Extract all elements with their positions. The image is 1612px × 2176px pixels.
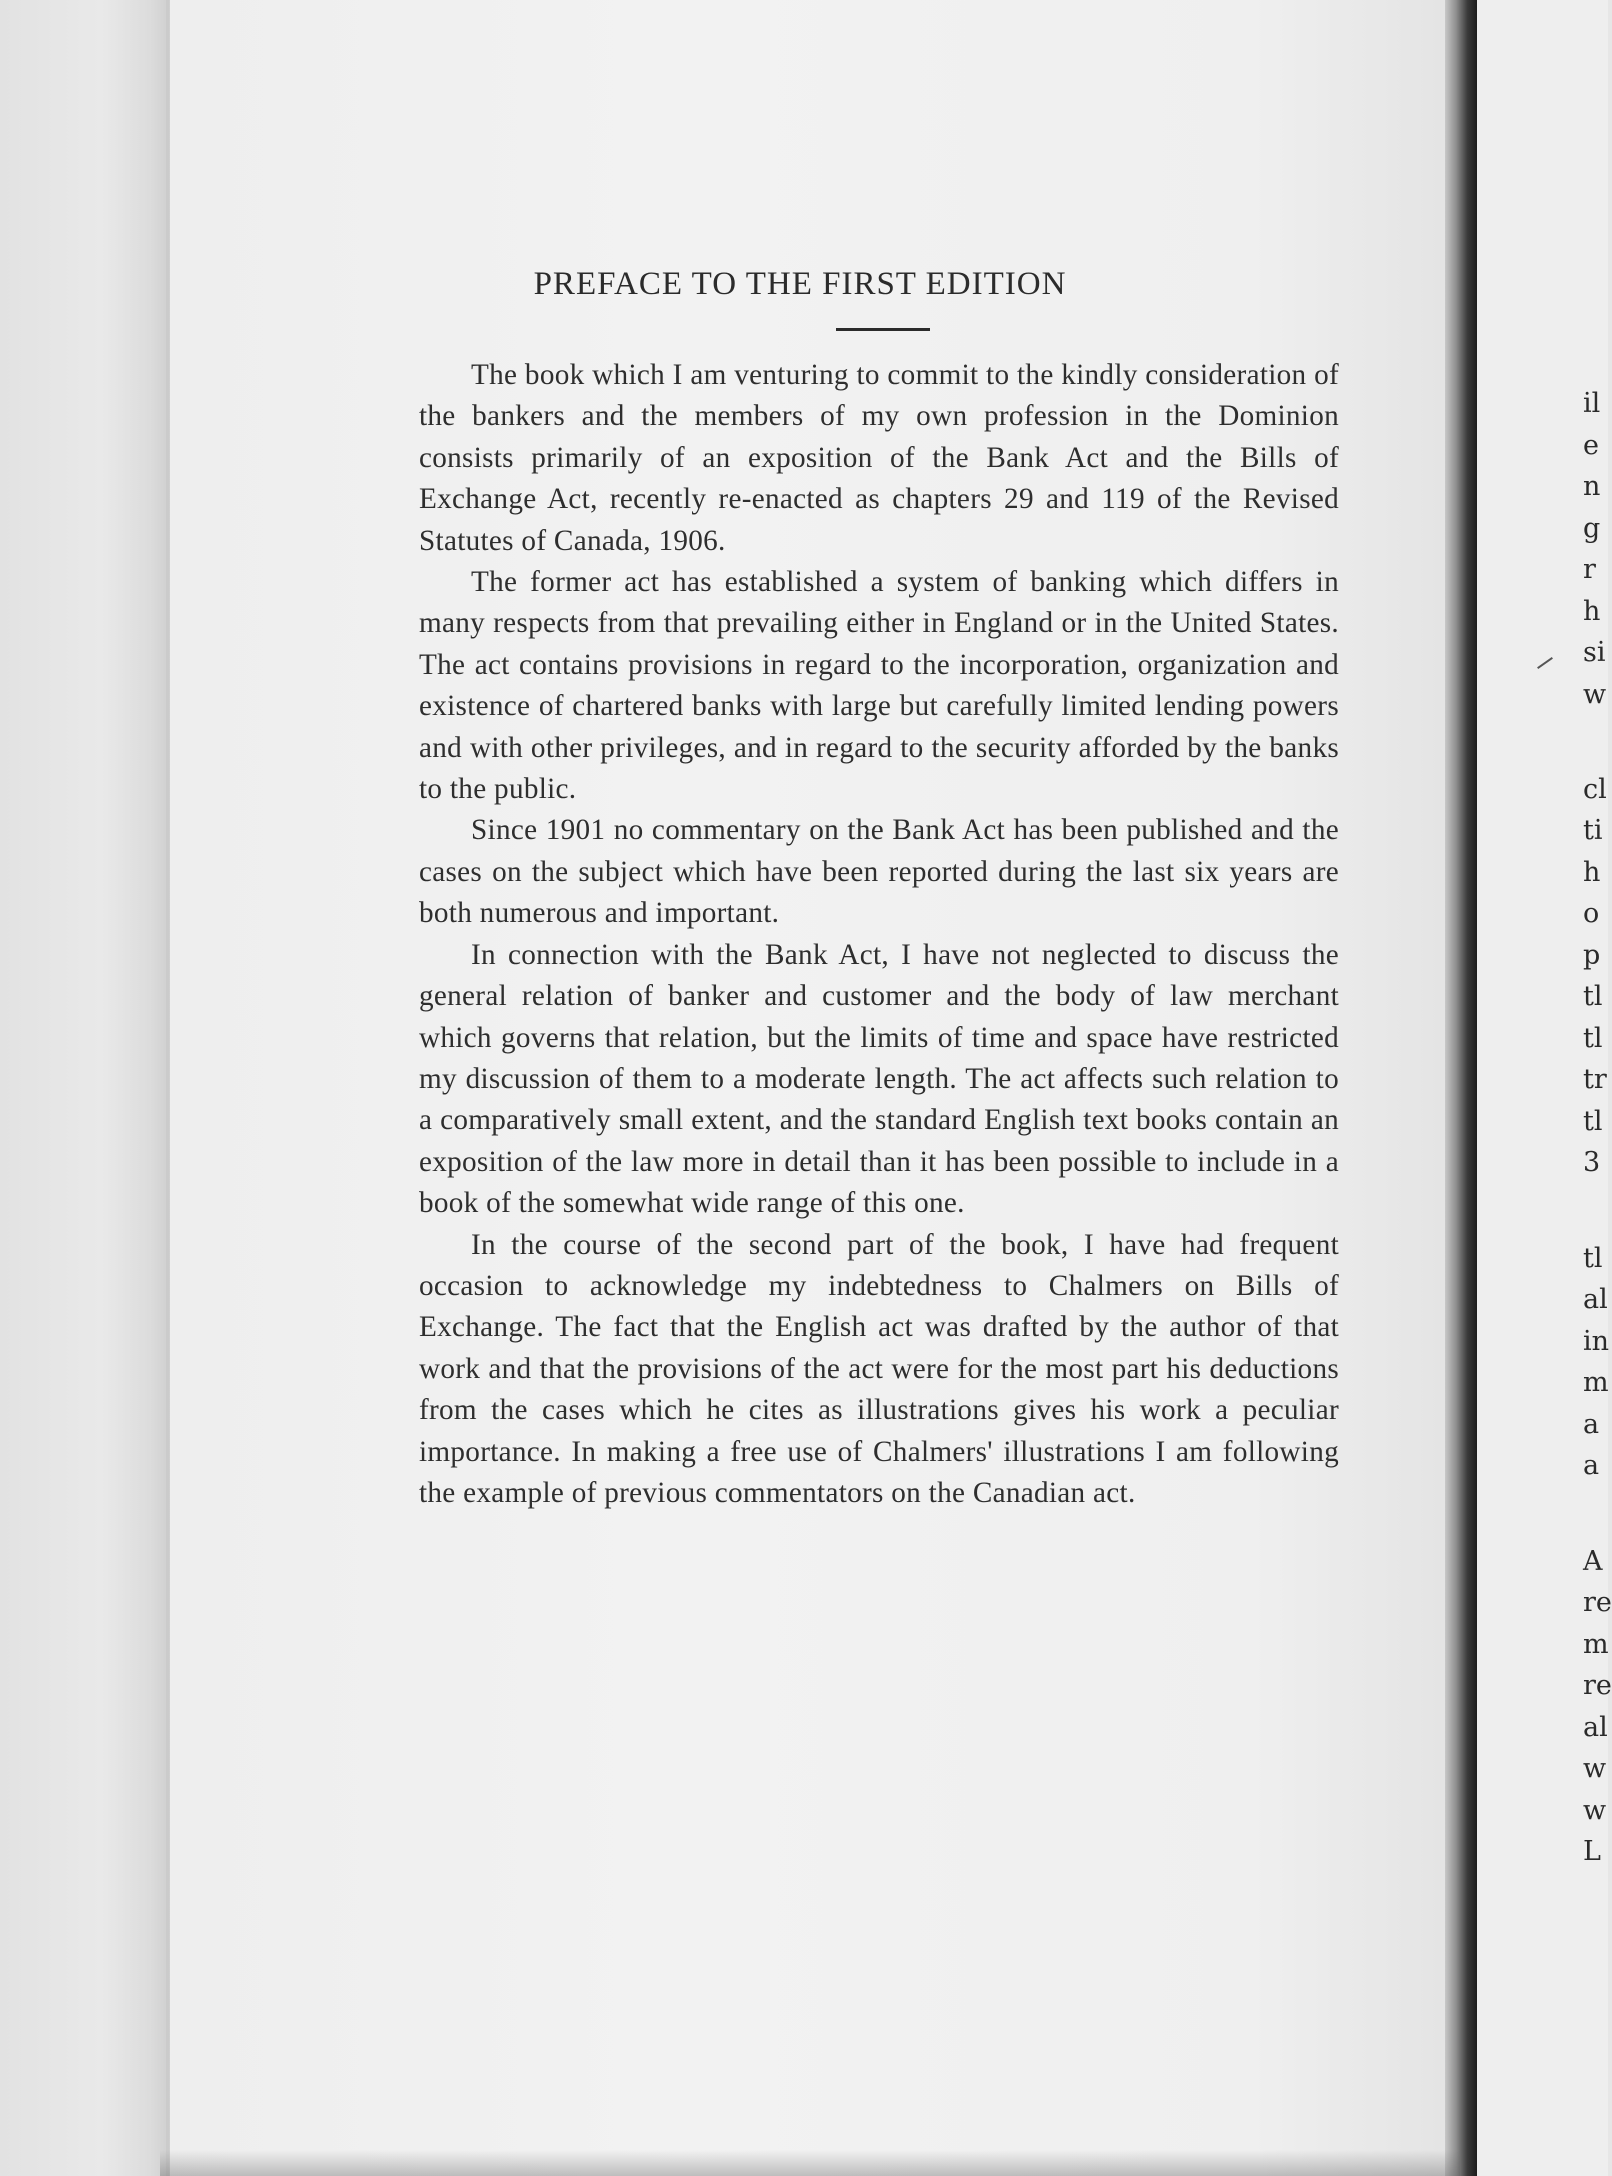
preface-body bbox=[419, 355, 1339, 1514]
facing-fragment: r bbox=[1583, 554, 1596, 585]
facing-fragment: a bbox=[1583, 1450, 1600, 1481]
facing-fragment: e bbox=[1583, 430, 1599, 461]
facing-fragment: a bbox=[1583, 1409, 1600, 1440]
facing-fragment: A bbox=[1583, 1546, 1603, 1577]
facing-fragment: tl bbox=[1583, 981, 1603, 1012]
facing-fragment: p bbox=[1583, 940, 1601, 971]
facing-fragment: L bbox=[1583, 1836, 1601, 1867]
left-margin bbox=[0, 0, 170, 2176]
facing-fragment: g bbox=[1583, 513, 1601, 544]
facing-fragment: al bbox=[1583, 1712, 1608, 1743]
paragraph-2: The former act has established a system of banking which differs in many respects from that prevailing either in England or in the United States. The act contains provisions in regard to the incorporation, organization and existence of chartered banks with large but carefully limited lending powers and with other privileges, and in regard to the security afforded by the banks to the public. bbox=[419, 566, 1339, 806]
facing-fragment: il bbox=[1583, 388, 1601, 419]
facing-fragment: re bbox=[1583, 1587, 1612, 1618]
facing-fragment: m bbox=[1583, 1629, 1609, 1660]
paragraph-4: In connection with the Bank Act, I have not neglected to discuss the general relation of banker and customer and the body of law merchant which governs that relation, but the limits of time and space have restricted my discussion of them to a moderate length. The act affects such relation to a comparatively small extent, and the standard English text books contain an exposition of the law more in detail than it has been possible to include in a book of the somewhat wide range of this one. bbox=[419, 938, 1339, 1220]
facing-fragment: m bbox=[1583, 1367, 1609, 1398]
page-heading: PREFACE TO THE FIRST EDITION bbox=[533, 266, 1067, 302]
facing-fragment: re bbox=[1583, 1670, 1612, 1701]
paragraph-1: The book which I am venturing to commit to the kindly consideration of the bankers and the members of my own profession in the Dominion consists primarily of an exposition of the Bank Act and the Bills of Exchange Act, recently re-enacted as chapters 29 and 119 of the Revised Statutes of Canada, 1906. bbox=[419, 359, 1339, 557]
facing-fragment: n bbox=[1583, 471, 1601, 502]
facing-fragment: tl bbox=[1583, 1243, 1603, 1274]
facing-fragment: h bbox=[1583, 596, 1601, 627]
facing-fragment: ti bbox=[1583, 815, 1603, 846]
page-bottom-shadow bbox=[160, 2150, 1460, 2176]
facing-fragment: 3 bbox=[1583, 1147, 1601, 1178]
facing-fragment: tl bbox=[1583, 1106, 1603, 1137]
page-left-edge bbox=[166, 0, 169, 2176]
heading-rule bbox=[836, 328, 930, 331]
facing-fragment: al bbox=[1583, 1284, 1608, 1315]
facing-fragment: si bbox=[1583, 637, 1606, 668]
facing-fragment: w bbox=[1583, 679, 1607, 710]
facing-fragment: cl bbox=[1583, 774, 1607, 805]
paragraph-3: Since 1901 no commentary on the Bank Act has been published and the cases on the subject which have been reported during the last six years are both numerous and important. bbox=[419, 814, 1339, 930]
facing-fragment: h bbox=[1583, 857, 1601, 888]
facing-fragment: o bbox=[1583, 898, 1600, 929]
facing-fragment: tr bbox=[1583, 1064, 1607, 1095]
facing-fragment: in bbox=[1583, 1326, 1610, 1357]
paragraph-5: In the course of the second part of the book, I have had frequent occasion to acknowledge my indebtedness to Chalmers on Bills of Exchange. The fact that the English act was drafted by the author of that work and that the provisions of the act were for the most part his deductions from the cases which he cites as illustrations gives his work a peculiar importance. In making a free use of Chalmers' illustrations I am following the example of previous commentators on the Canadian act. bbox=[419, 1228, 1339, 1509]
facing-fragment: w bbox=[1583, 1753, 1607, 1784]
book-spine-shadow bbox=[1445, 0, 1477, 2176]
facing-fragment: w bbox=[1583, 1795, 1607, 1826]
facing-fragment: tl bbox=[1583, 1023, 1603, 1054]
